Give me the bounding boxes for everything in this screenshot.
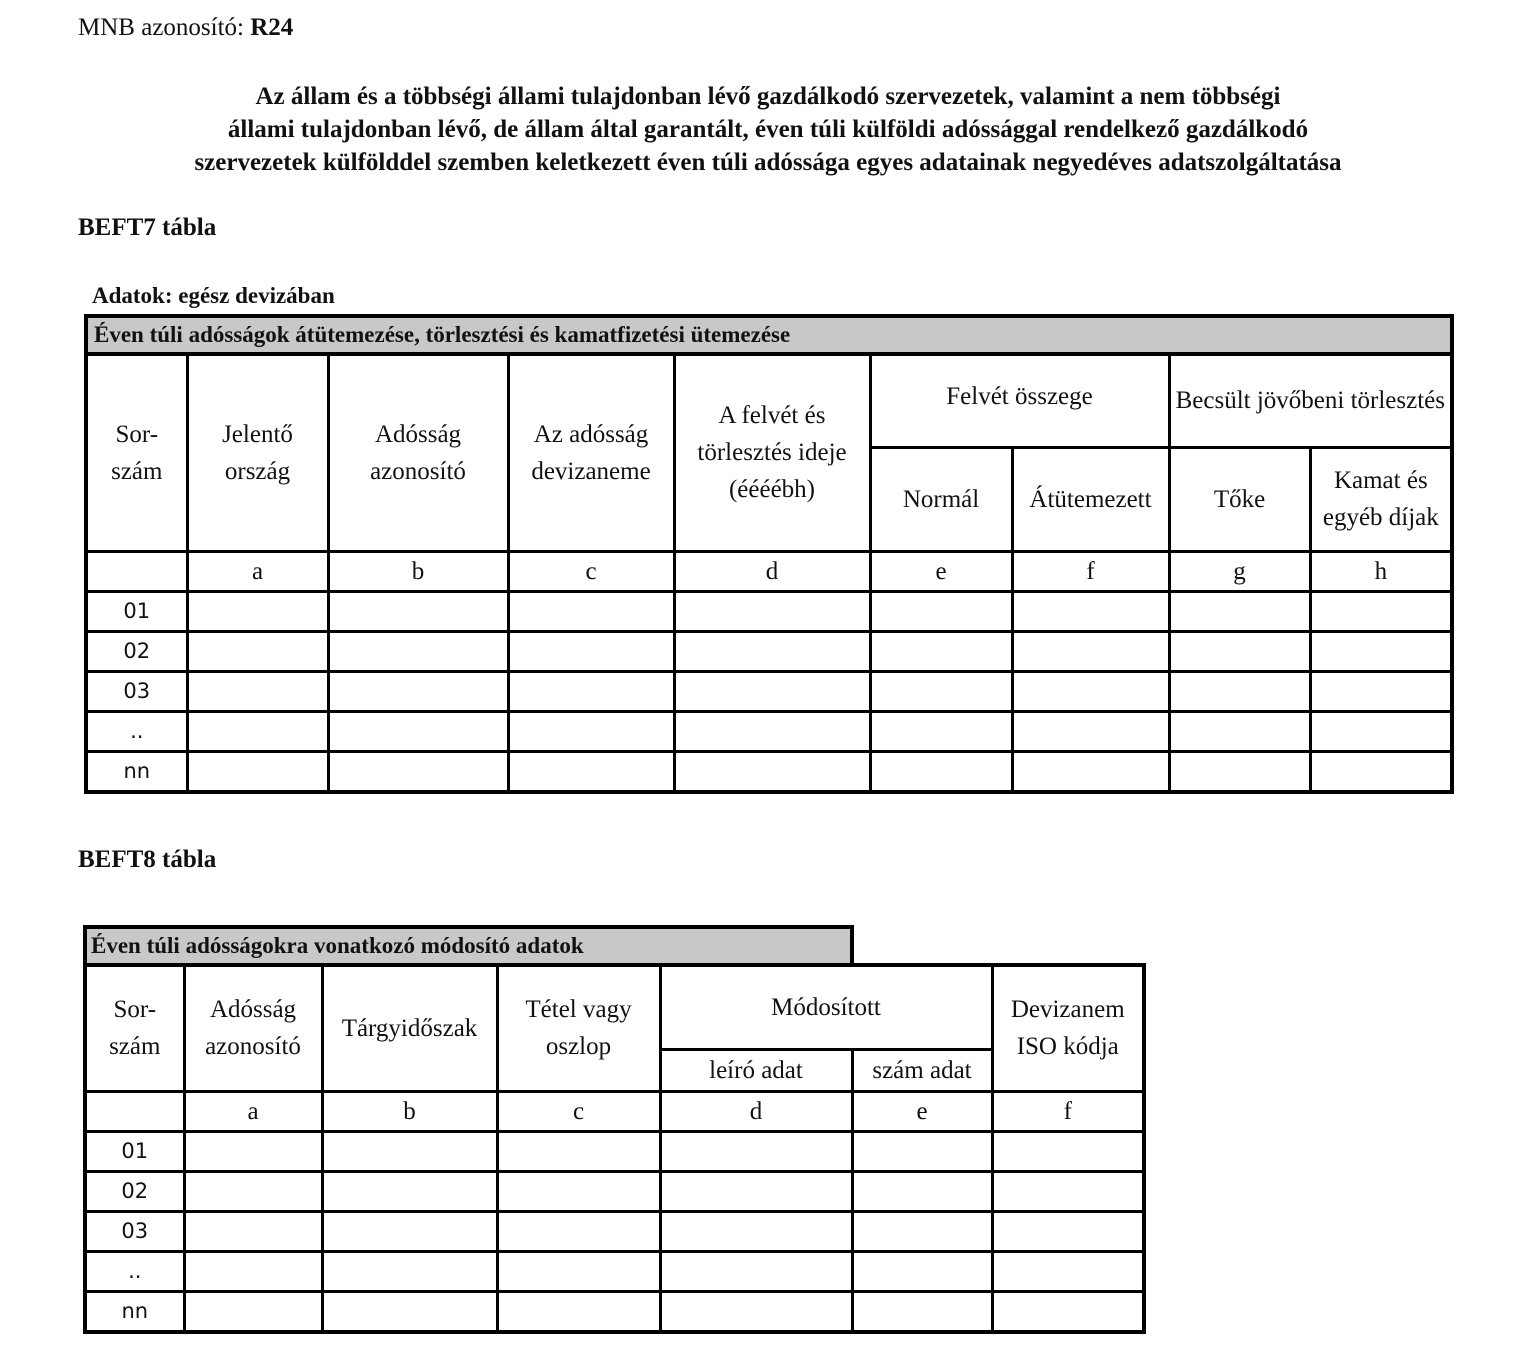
beft8-data-cell[interactable]: [322, 1171, 497, 1211]
beft7-data-cell[interactable]: [328, 751, 508, 792]
beft7-data-cell[interactable]: [1169, 671, 1310, 711]
beft7-data-cell[interactable]: [674, 631, 870, 671]
beft8-header-adossag-azonosito: Adósság azonosító: [184, 965, 322, 1091]
beft7-col-letter-a: a: [187, 551, 328, 591]
beft8-data-cell[interactable]: [660, 1171, 852, 1211]
beft7-data-cell[interactable]: [674, 711, 870, 751]
beft7-data-cell[interactable]: [870, 671, 1012, 711]
beft8-data-cell[interactable]: [184, 1251, 322, 1291]
beft7-header-devizaneme: Az adósság devizaneme: [508, 354, 674, 551]
beft7-col-letter-c: c: [508, 551, 674, 591]
beft8-row-number: ..: [85, 1251, 184, 1291]
beft8-data-cell[interactable]: [322, 1291, 497, 1332]
beft7-col-letter-f: f: [1012, 551, 1169, 591]
beft8-col-letter-b: b: [322, 1091, 497, 1131]
beft8-header-szam: szám adat: [852, 1049, 992, 1091]
beft8-col-letter-e: e: [852, 1091, 992, 1131]
beft7-row: [86, 631, 1452, 671]
beft8-data-cell[interactable]: [660, 1251, 852, 1291]
beft8-row: [85, 1211, 1144, 1251]
beft7-units-note: Adatok: egész devizában: [92, 283, 335, 308]
beft7-col-letter-h: h: [1310, 551, 1452, 591]
beft7-data-cell[interactable]: [674, 591, 870, 631]
beft8-data-cell[interactable]: [992, 1251, 1144, 1291]
beft8-data-cell[interactable]: [184, 1131, 322, 1171]
beft8-data-cell[interactable]: [992, 1291, 1144, 1332]
beft7-data-cell[interactable]: [328, 631, 508, 671]
beft7-data-cell[interactable]: [328, 671, 508, 711]
beft8-row: [85, 1131, 1144, 1171]
beft7-row-number: nn: [86, 751, 187, 792]
beft8-col-letter-a: a: [184, 1091, 322, 1131]
beft8-data-cell[interactable]: [322, 1211, 497, 1251]
beft8-row: [85, 1171, 1144, 1211]
beft8-col-letter: [85, 1091, 184, 1131]
beft8-data-cell[interactable]: [184, 1291, 322, 1332]
beft7-data-cell[interactable]: [1310, 631, 1452, 671]
beft7-data-cell[interactable]: [1169, 631, 1310, 671]
beft8-row: [85, 1291, 1144, 1332]
beft7-header-jelento-orszag: Jelentő ország: [187, 354, 328, 551]
beft8-data-cell[interactable]: [497, 1211, 660, 1251]
beft7-header-atutemezett: Átütemezett: [1012, 447, 1169, 551]
beft7-data-cell[interactable]: [187, 711, 328, 751]
beft8-header-devizanem: Devizanem ISO kódja: [992, 965, 1144, 1091]
beft7-data-cell[interactable]: [674, 751, 870, 792]
beft8-col-letter-d: d: [660, 1091, 852, 1131]
document-title: [60, 80, 1476, 179]
beft8-data-cell[interactable]: [992, 1131, 1144, 1171]
beft7-section-title: BEFT7 tábla: [78, 214, 217, 241]
beft7-data-cell[interactable]: [508, 671, 674, 711]
beft8-row-number: 03: [85, 1211, 184, 1251]
beft7-data-cell[interactable]: [1012, 631, 1169, 671]
beft8-row-number: nn: [85, 1291, 184, 1332]
beft7-header-becsult: Becsült jövőbeni törlesztés: [1169, 354, 1452, 447]
beft8-data-cell[interactable]: [497, 1171, 660, 1211]
mnb-identifier: [78, 14, 293, 42]
beft8-data-cell[interactable]: [497, 1131, 660, 1171]
beft8-data-cell[interactable]: [992, 1211, 1144, 1251]
beft7-data-cell[interactable]: [328, 591, 508, 631]
beft8-header-modositott: Módosított: [660, 965, 992, 1049]
beft7-data-cell[interactable]: [508, 751, 674, 792]
beft8-data-cell[interactable]: [322, 1251, 497, 1291]
beft8-data-cell[interactable]: [184, 1171, 322, 1211]
beft8-data-cell[interactable]: [852, 1171, 992, 1211]
beft7-data-cell[interactable]: [674, 671, 870, 711]
beft7-data-cell[interactable]: [870, 751, 1012, 792]
mnb-label: MNB azonosító:: [78, 14, 244, 41]
beft7-col-letter-e: e: [870, 551, 1012, 591]
beft8-data-cell[interactable]: [497, 1291, 660, 1332]
title-line-2: állami tulajdonban lévő, de állam által garantált, éven túli külföldi adóssággal rendelkező gazdálkodó: [227, 116, 1309, 143]
beft7-col-letter-d: d: [674, 551, 870, 591]
beft7-caption: Éven túli adósságok átütemezése, törlesztési és kamatfizetési ütemezése: [86, 316, 1452, 354]
beft7-table: [84, 314, 1454, 794]
beft8-section-title: BEFT8 tábla: [78, 846, 217, 873]
beft8-caption: Éven túli adósságokra vonatkozó módosító adatok: [83, 925, 854, 965]
beft7-header-adossag-azonosito: Adósság azonosító: [328, 354, 508, 551]
beft7-col-letter-g: g: [1169, 551, 1310, 591]
beft7-data-cell[interactable]: [870, 711, 1012, 751]
beft7-row-number: 01: [86, 591, 187, 631]
beft7-data-cell[interactable]: [508, 631, 674, 671]
beft7-header-sorszam: Sor- szám: [86, 354, 187, 551]
beft7-data-cell[interactable]: [1169, 591, 1310, 631]
beft8-col-letter-c: c: [497, 1091, 660, 1131]
beft7-data-cell[interactable]: [508, 591, 674, 631]
beft7-row: [86, 671, 1452, 711]
beft7-row-number: 03: [86, 671, 187, 711]
beft8-data-cell[interactable]: [660, 1291, 852, 1332]
beft8-header-sorszam: Sor- szám: [85, 965, 184, 1091]
beft8-data-cell[interactable]: [660, 1131, 852, 1171]
beft8-data-cell[interactable]: [992, 1171, 1144, 1211]
beft7-data-cell[interactable]: [1310, 751, 1452, 792]
beft8-data-cell[interactable]: [497, 1251, 660, 1291]
beft7-data-cell[interactable]: [508, 711, 674, 751]
beft7-data-cell[interactable]: [1169, 751, 1310, 792]
beft7-data-cell[interactable]: [1012, 751, 1169, 792]
beft8-data-cell[interactable]: [852, 1131, 992, 1171]
beft7-data-cell[interactable]: [1310, 711, 1452, 751]
beft7-data-cell[interactable]: [1012, 711, 1169, 751]
beft8-data-cell[interactable]: [660, 1211, 852, 1251]
mnb-code: R24: [250, 14, 294, 41]
beft7-header-felvet-ideje: A felvét és törlesztés ideje (éééébh): [674, 354, 870, 551]
beft7-data-cell[interactable]: [1310, 591, 1452, 631]
beft8-row-number: 02: [85, 1171, 184, 1211]
beft7-row: [86, 591, 1452, 631]
beft8-data-cell[interactable]: [322, 1131, 497, 1171]
beft7-row: [86, 751, 1452, 792]
beft7-col-letter-b: b: [328, 551, 508, 591]
beft7-data-cell[interactable]: [1012, 671, 1169, 711]
beft7-data-cell[interactable]: [1012, 591, 1169, 631]
beft8-data-cell[interactable]: [852, 1251, 992, 1291]
beft7-data-cell[interactable]: [870, 631, 1012, 671]
beft7-data-cell[interactable]: [1310, 671, 1452, 711]
beft7-data-cell[interactable]: [187, 751, 328, 792]
beft7-row-number: 02: [86, 631, 187, 671]
beft8-table: [83, 963, 1146, 1334]
beft7-header-felvet-osszege: Felvét összege: [870, 354, 1169, 447]
beft7-row-number: ..: [86, 711, 187, 751]
beft7-data-cell[interactable]: [328, 711, 508, 751]
beft8-header-tetel: Tétel vagy oszlop: [497, 965, 660, 1091]
title-line-3: szervezetek külfölddel szemben keletkezett éven túli adóssága egyes adatainak negyedéves adatszolgáltatása: [194, 149, 1342, 176]
beft8-col-letter-f: f: [992, 1091, 1144, 1131]
beft7-header-kamat: Kamat és egyéb díjak: [1310, 447, 1452, 551]
beft8-header-leiro: leíró adat: [660, 1049, 852, 1091]
beft7-data-cell[interactable]: [187, 631, 328, 671]
beft7-header-toke: Tőke: [1169, 447, 1310, 551]
title-line-1: Az állam és a többségi állami tulajdonban lévő gazdálkodó szervezetek, valamint a nem többségi: [255, 83, 1281, 110]
beft7-row: [86, 711, 1452, 751]
beft7-col-letter: [86, 551, 187, 591]
beft8-row-number: 01: [85, 1131, 184, 1171]
beft7-data-cell[interactable]: [187, 591, 328, 631]
beft7-header-normal: Normál: [870, 447, 1012, 551]
beft8-data-cell[interactable]: [852, 1291, 992, 1332]
beft8-header-targyidoszak: Tárgyidőszak: [322, 965, 497, 1091]
beft8-row: [85, 1251, 1144, 1291]
beft7-data-cell[interactable]: [870, 591, 1012, 631]
beft8-data-cell[interactable]: [852, 1211, 992, 1251]
beft7-data-cell[interactable]: [1169, 711, 1310, 751]
beft7-data-cell[interactable]: [187, 671, 328, 711]
beft8-data-cell[interactable]: [184, 1211, 322, 1251]
